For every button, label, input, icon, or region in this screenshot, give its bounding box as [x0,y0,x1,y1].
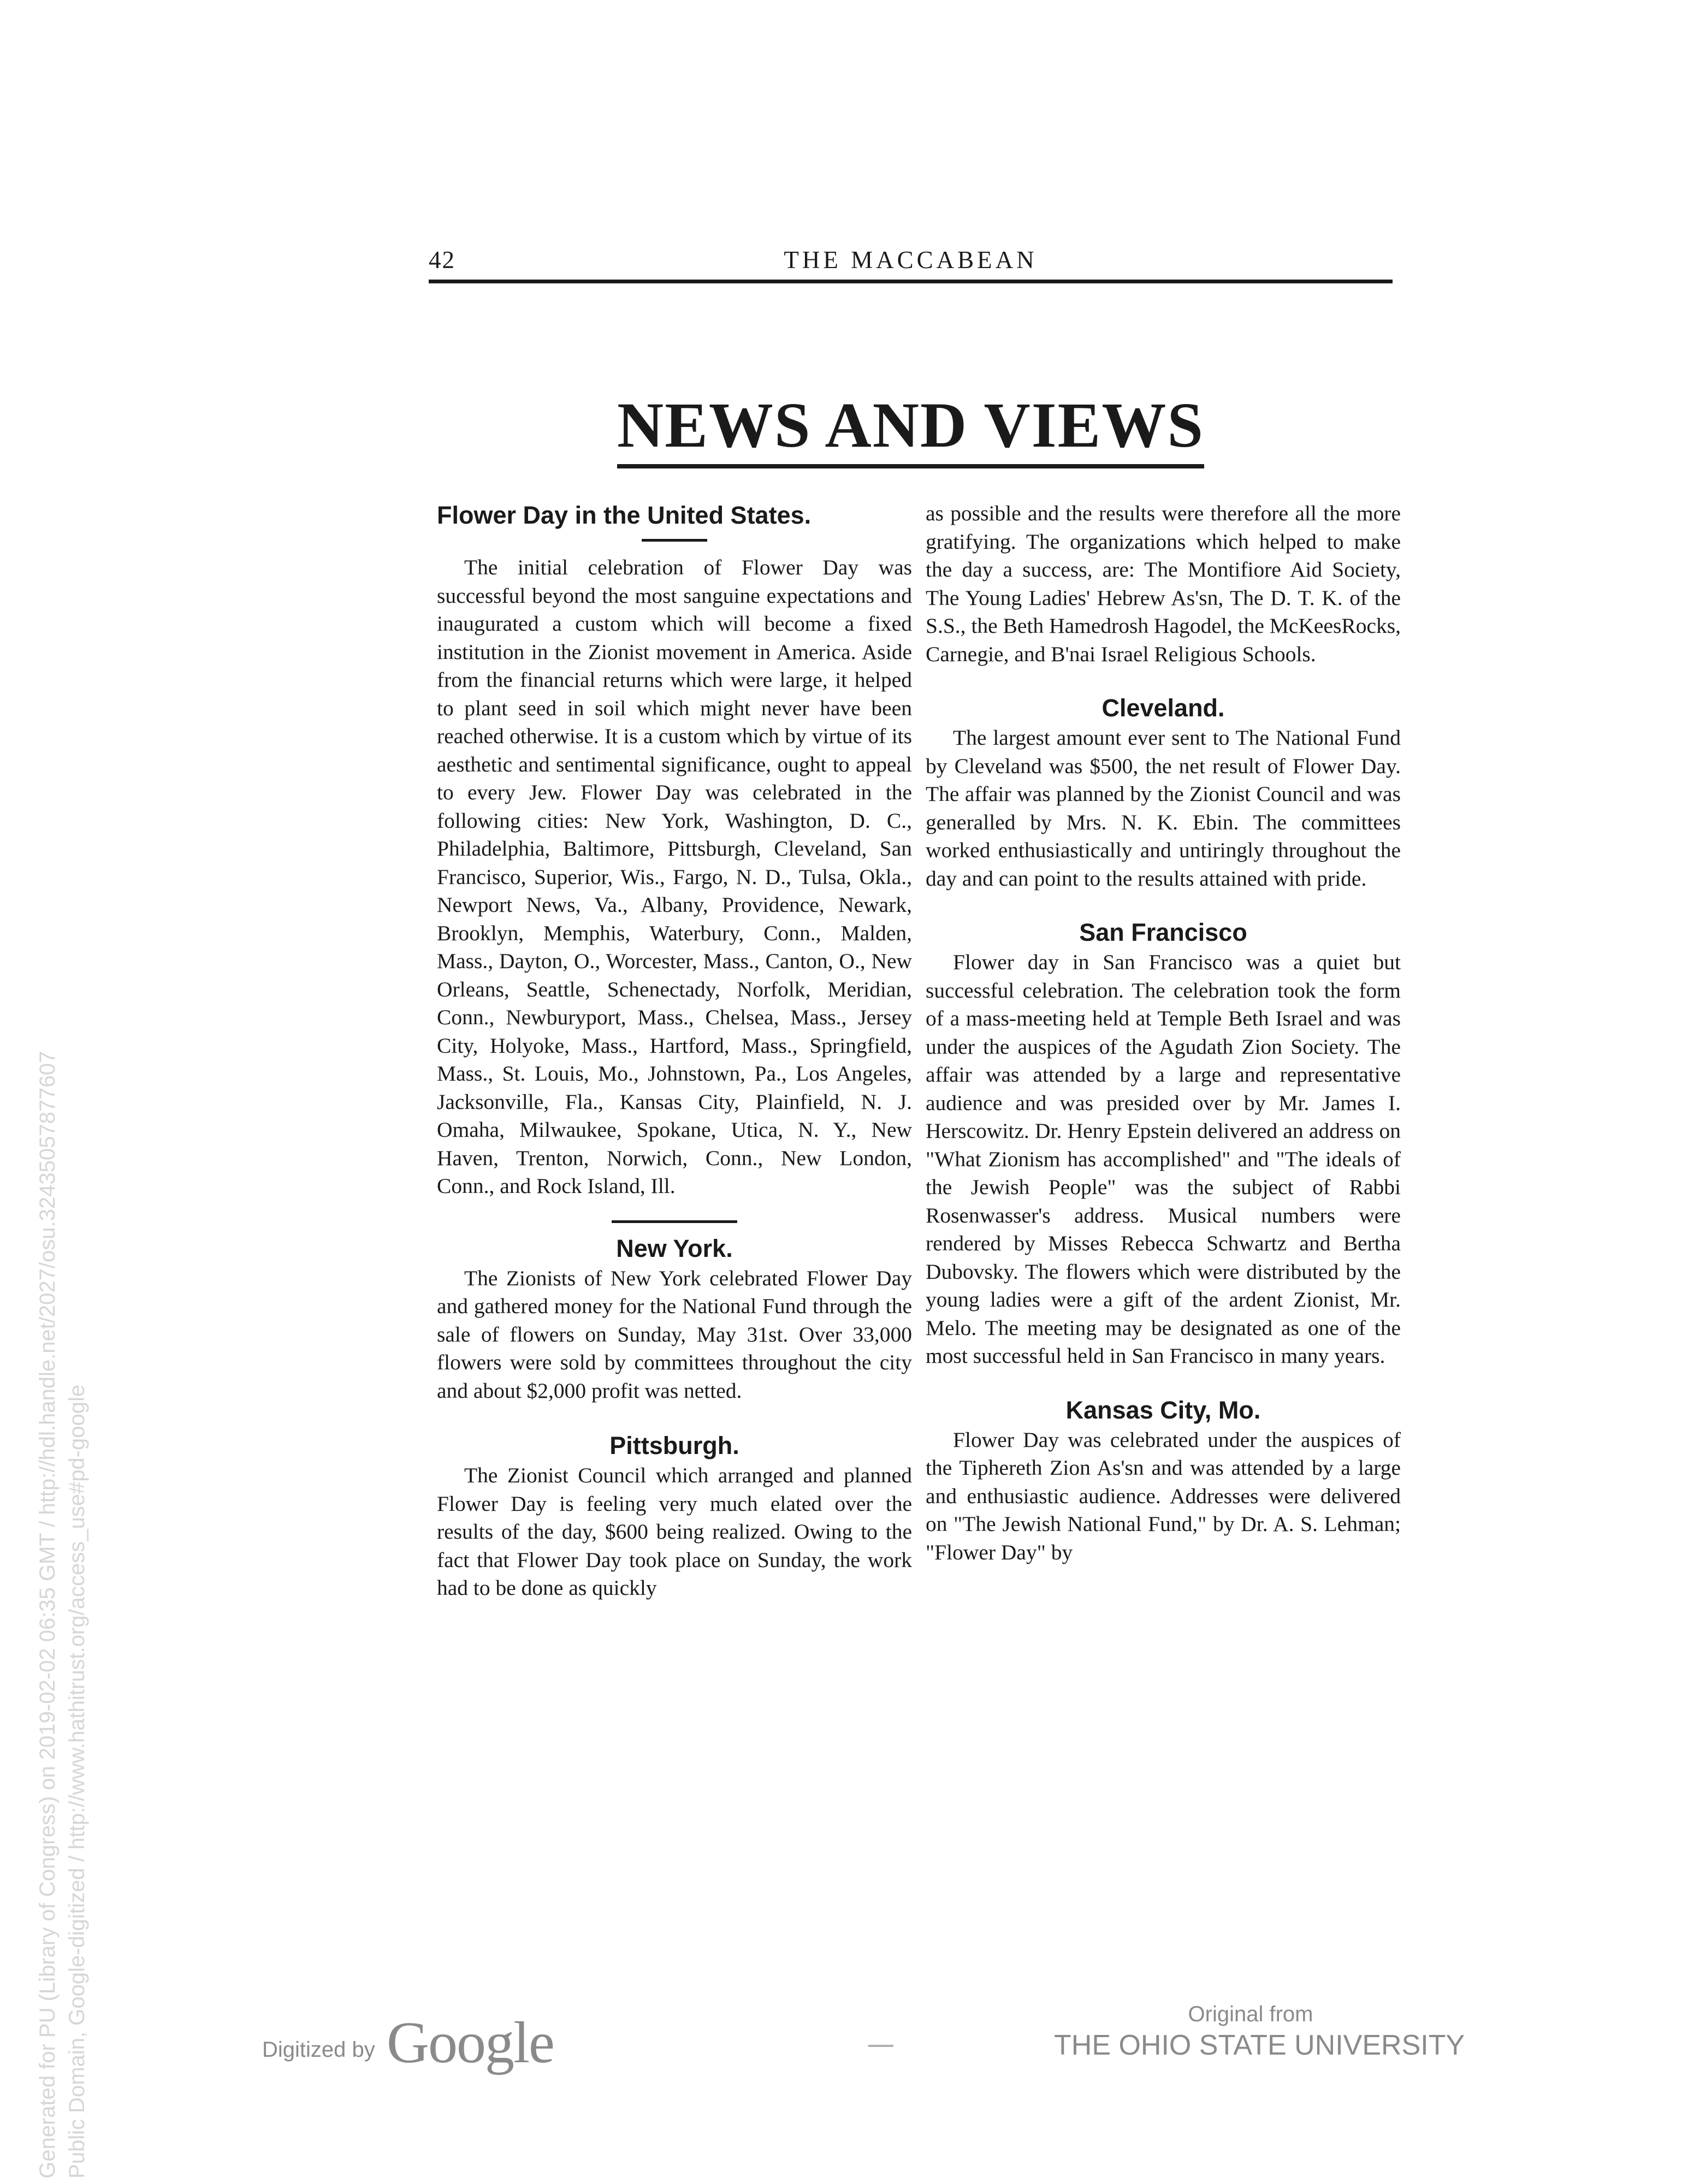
section-heading-san-francisco: San Francisco [1079,918,1247,946]
section-body-pittsburgh-continued: as possible and the results were therefore all the more gratifying. The organizations which helped to make the day a success, are: The Montifiore Aid Society, The Young Ladies' Hebrew As'sn, The D. T. K. of the S.S., the Beth Hamedrosh Hagodel, the McKeesRocks, Carnegie, and B'nai Israel Religious Schools. [926,501,1401,666]
header-rule [429,280,1393,283]
section-divider [612,1220,737,1223]
page-title [429,389,1393,461]
section-heading-flower-day: Flower Day in the United States. [437,501,812,529]
institution-name: THE OHIO STATE UNIVERSITY [1054,2029,1465,2061]
section-heading-kansas-city: Kansas City, Mo. [1065,1396,1261,1424]
section-body-san-francisco: Flower day in San Francisco was a quiet but successful celebration. The celebration took the form of a mass-meeting held at Temple Beth Israel and was under the auspices of the Agudath Zion Society. The affair was attended by a large and representative audience and was presided over by Mr. James I. Herscowitz. Dr. Henry Epstein delivered an address on "What Zionism has accomplished" and "The ideals of the Jewish People" was the subject of Rabbi Rosenwasser's address. Musical numbers were rendered by Misses Rebecca Schwartz and Bertha Dubovsky. The flowers which were distributed by the young ladies were a gift of the ardent Zionist, Mr. Melo. The meeting may be designated as one of the most successful held in San Francisco in many years. [926,950,1401,1368]
left-column [437,500,912,1603]
section-body-kansas-city: Flower Day was celebrated under the auspices of the Tiphereth Zion As'sn and was attended by a large and enthusiastic audience. Addresses were delivered on "The Jewish National Fund," by Dr. A. S. Lehman; "Flower Day" by [926,1427,1401,1564]
digitized-by-label: Digitized by [262,2038,375,2062]
section-heading-new-york: New York. [616,1234,733,1262]
margin-note-line-2: Public Domain, Google-digitized / http://www.hathitrust.org/access_use#pd-google [65,1384,89,2179]
section-heading-cleveland: Cleveland. [1101,694,1225,722]
running-head [429,240,1393,278]
journal-title: THE MACCABEAN [784,246,1038,274]
original-from-label: Original from [1188,2002,1313,2026]
section-body-pittsburgh: The Zionist Council which arranged and planned Flower Day is feeling very much elated over the results of the day, $600 being realized. Owing to the fact that Flower Day took place on Sunday, the work had to be done as quickly [437,1463,912,1600]
margin-access-note [33,213,137,2179]
margin-note-line-1: Generated for PU (Library of Congress) on 2019-02-02 06:35 GMT / http://hdl.handle.net/2027/osu.32435057877607 [35,1051,60,2179]
footer-dash [868,2045,893,2047]
page-title-text: NEWS AND VIEWS [617,389,1204,468]
section-body-flower-day: The initial celebration of Flower Day was successful beyond the most sanguine expectations and inaugurated a custom which will become a fixed institution in the Zionist movement in America. Aside from the financial returns which were large, it helped to plant seed in soil which might never have been reached otherwise. It is a custom which by virtue of its aesthetic and sentimental significance, ought to appeal to every Jew. Flower Day was celebrated in the following cities: New York, Washington, D. C., Philadelphia, Baltimore, Pittsburgh, Cleveland, San Francisco, Superior, Wis., Fargo, N. D., Tulsa, Okla., Newport News, Va., Albany, Providence, Newark, Brooklyn, Memphis, Waterbury, Conn., Malden, Mass., Dayton, O., Worcester, Mass., Canton, O., New Orleans, Seattle, Schenectady, Norfolk, Meridian, Conn., Newburyport, Mass., Chelsea, Mass., Jersey City, Holyoke, Mass., Hartford, Mass., Springfield, Mass., St. Louis, Mo., Johnstown, Pa., Los Angeles, Jacksonville, Fla., Kansas City, Plainfield, N. J. Omaha, Milwaukee, Spokane, Utica, N. Y., New Haven, Trenton, Norwich, Conn., New London, Conn., and Rock Island, Ill. [437,555,912,1198]
section-divider [642,539,707,542]
right-column [926,500,1401,1566]
section-body-cleveland: The largest amount ever sent to The National Fund by Cleveland was $500, the net result of Flower Day. The affair was planned by the Zionist Council and was generalled by Mrs. N. K. Ebin. The committees worked enthusiastically and untiringly throughout the day and can point to the results attained with pride. [926,726,1401,891]
section-body-new-york: The Zionists of New York celebrated Flower Day and gathered money for the National Fund through the sale of flowers on Sunday, May 31st. Over 33,000 flowers were sold by committees throughout the city and about $2,000 profit was netted. [437,1266,912,1403]
original-from-credit [1054,2001,1465,2063]
page-number: 42 [429,246,455,274]
google-logo: Google [387,2010,554,2075]
section-heading-pittsburgh: Pittsburgh. [609,1432,739,1459]
